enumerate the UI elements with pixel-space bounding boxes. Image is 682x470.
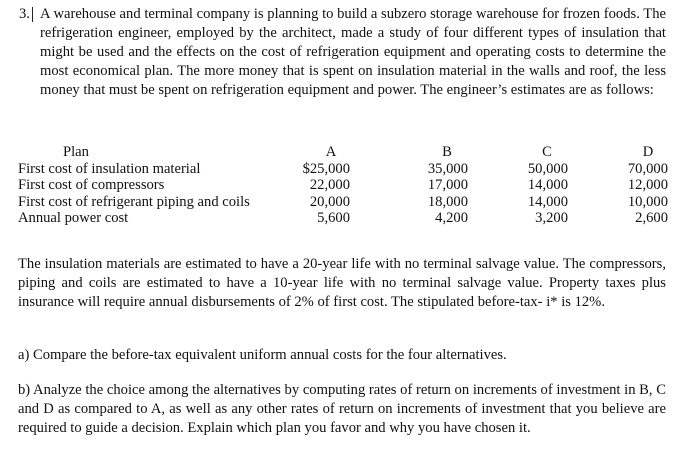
cell-value: 14,000 <box>527 193 568 210</box>
plan-d-header: D <box>642 144 654 160</box>
table-row <box>18 210 668 227</box>
table-row <box>18 177 668 194</box>
cell-value: 14,000 <box>527 177 568 193</box>
cell-value: 2,600 <box>635 210 668 226</box>
cell-value: 70,000 <box>627 160 668 177</box>
cost-table <box>18 144 668 227</box>
row-label: Annual power cost <box>18 210 129 226</box>
cell-value: 50,000 <box>527 160 568 177</box>
cell-value: 10,000 <box>627 193 668 210</box>
table-row <box>18 194 668 211</box>
problem-intro: A warehouse and terminal company is planning to build a subzero storage warehouse for frozen foods. The refrigeration engineer, employed by the architect, made a study of four different types of insulation that might be used and the effects on the cost of refrigeration equipment and operating costs to determine the most economical plan. The more money that is spent on insulation material in the walls and roof, the less money that must be spent on refrigeration equipment and power. The engineer’s estimates are as follows: <box>40 6 666 98</box>
cell-value: 20,000 <box>309 193 350 210</box>
row-label: First cost of insulation material <box>18 160 201 177</box>
cell-value: 12,000 <box>627 177 668 193</box>
part-a-question: a) Compare the before-tax equivalent uniform annual costs for the four alternatives. <box>18 347 507 363</box>
assumptions-paragraph: The insulation materials are estimated to have a 20-year life with no terminal salvage value. The compressors, piping and coils are estimated to have a 10-year life with no terminal salvage value. Property taxes plus insurance will require annual disbursements of 2% of first cost. The stipulated before-tax- i* is 12%. <box>18 256 666 310</box>
plan-header: Plan <box>63 144 89 160</box>
cell-value: 35,000 <box>427 160 468 177</box>
plan-a-header: A <box>325 144 337 160</box>
plan-b-header: B <box>442 144 452 160</box>
plan-c-header: C <box>542 144 552 160</box>
cell-value: 5,600 <box>317 210 350 226</box>
part-b-question: b) Analyze the choice among the alternatives by computing rates of return on increments of investment in B, C and D as compared to A, as well as any other rates of return on increments of investment that you believe are required to guide a decision. Explain which plan you favor and why you have chosen it. <box>18 382 666 436</box>
cell-value: 4,200 <box>435 210 468 226</box>
row-label: First cost of refrigerant piping and coils <box>18 193 250 210</box>
cell-value: $25,000 <box>302 160 350 177</box>
row-label: First cost of compressors <box>18 177 165 193</box>
cell-value: 22,000 <box>309 177 350 193</box>
table-header-row <box>18 144 668 161</box>
problem-number: 3. <box>19 7 33 22</box>
cell-value: 18,000 <box>427 193 468 210</box>
cell-value: 3,200 <box>535 210 568 226</box>
table-row <box>18 161 668 178</box>
cell-value: 17,000 <box>427 177 468 193</box>
